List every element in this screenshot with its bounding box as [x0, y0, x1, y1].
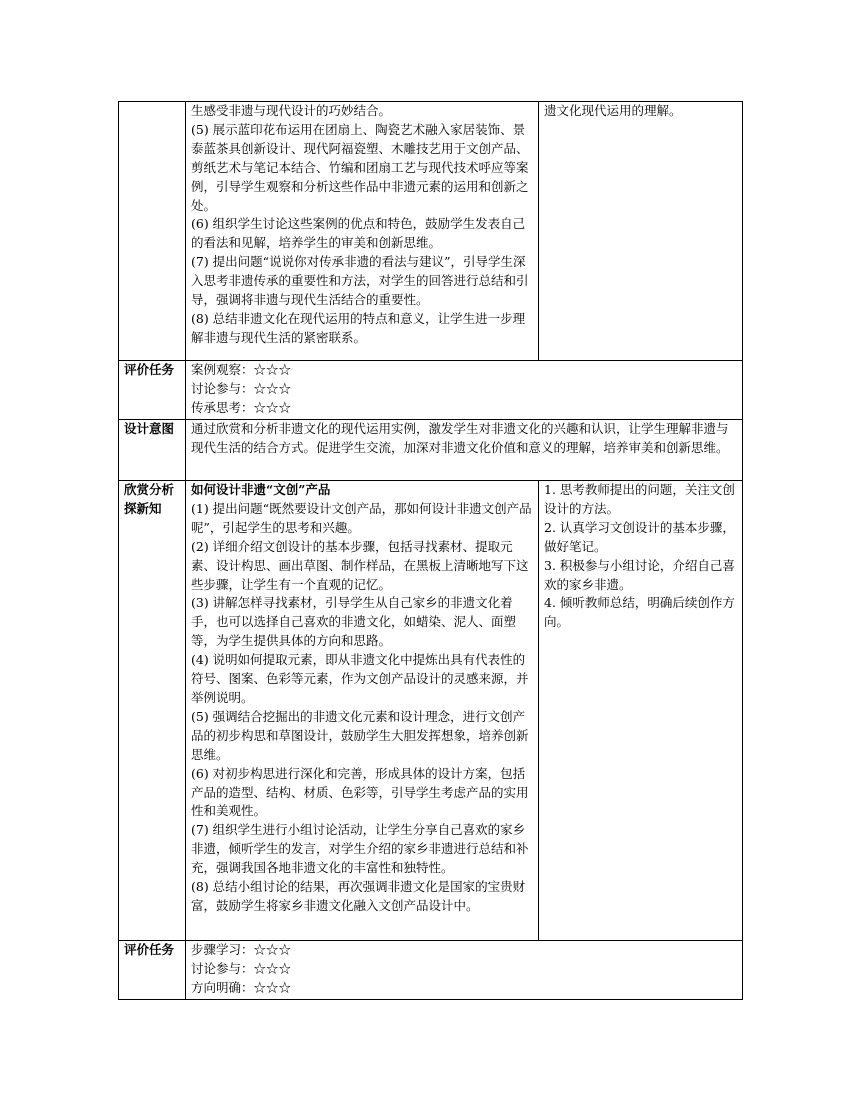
activity-text: 生感受非遗与现代设计的巧妙结合。 [191, 103, 392, 118]
student-activity-cell [539, 102, 743, 361]
student-step: 1. 思考教师提出的问题，关注文创设计的方法。 [544, 482, 735, 516]
row-label: 欣赏分析探新知 [119, 481, 186, 941]
activity-step: (1) 提出问题“既然要设计文创产品，那如何设计非遗文创产品呢”，引起学生的思考和兴趣。 [191, 500, 532, 535]
activity-row-continued [119, 102, 743, 361]
activity-step: (5) 强调结合挖掘出的非遗文化元素和设计理念，进行文创产品的初步构思和草图设计，鼓励学生大胆发挥想象，培养创新思维。 [191, 708, 529, 762]
activity-step: (8) 总结非遗文化在现代运用的特点和意义，让学生进一步理解非遗与现代生活的紧密联系。 [191, 310, 526, 345]
explore-row [119, 481, 743, 941]
evaluation-item: 传承思考：☆☆☆ [191, 399, 292, 415]
activity-step: (3) 讲解怎样寻找素材，引导学生从自己家乡的非遗文化着手，也可以选择自己喜欢的非遗文化，如蜡染、泥人、面塑等，为学生提供具体的方向和思路。 [191, 595, 517, 649]
activity-step: (6) 对初步构思进行深化和完善，形成具体的设计方案，包括产品的造型、结构、材质、色彩等，引导学生考虑产品的实用性和美观性。 [191, 765, 529, 819]
row-label: 评价任务 [119, 941, 186, 1000]
empty-label-cell [119, 102, 186, 361]
section-title: 如何设计非遗“文创”产品 [191, 482, 331, 497]
evaluation-cell [186, 941, 743, 1000]
design-intent-cell [186, 420, 743, 481]
row-label: 评价任务 [119, 361, 186, 420]
activity-step: (5) 展示蓝印花布运用在团扇上、陶瓷艺术融入家居装饰、景泰蓝茶具创新设计、现代阿福瓷塑、木雕技艺用于文创产品、剪纸艺术与笔记本结合、竹编和团扇工艺与现代技术呼应等案例，引导学生观察和分析这些作品中非遗元素的运用和创新之处。 [191, 121, 529, 213]
design-intent-row [119, 420, 743, 481]
evaluation-row [119, 941, 743, 1000]
student-activity-cell [539, 481, 743, 941]
evaluation-row [119, 361, 743, 420]
teacher-activity-cell [186, 102, 539, 361]
lesson-plan-table [118, 101, 743, 1000]
evaluation-item: 步骤学习：☆☆☆ [191, 942, 292, 957]
row-label: 设计意图 [119, 420, 186, 481]
activity-step: (2) 详细介绍文创设计的基本步骤，包括寻找素材、提取元素、设计构思、画出草图、制作样品，在黑板上清晰地写下这些步骤，让学生有一个直观的记忆。 [191, 538, 529, 592]
evaluation-cell [186, 361, 743, 420]
activity-step: (8) 总结小组讨论的结果，再次强调非遗文化是国家的宝贵财富，鼓励学生将家乡非遗文化融入文创产品设计中。 [191, 879, 526, 913]
activity-step: (7) 组织学生进行小组讨论活动，让学生分享自己喜欢的家乡非遗，倾听学生的发言，对学生介绍的家乡非遗进行总结和补充，强调我国各地非遗文化的丰富性和独特性。 [191, 822, 529, 876]
student-step: 3. 积极参与小组讨论，介绍自己喜欢的家乡非遗。 [544, 557, 735, 592]
student-text: 遗文化现代运用的理解。 [544, 103, 682, 118]
student-step: 2. 认真学习文创设计的基本步骤，做好笔记。 [544, 519, 735, 554]
activity-step: (4) 说明如何提取元素，即从非遗文化中提炼出具有代表性的符号、图案、色彩等元素，作为文创产品设计的灵感来源，并举例说明。 [191, 652, 529, 705]
activity-step: (6) 组织学生讨论这些案例的优点和特色，鼓励学生发表自己的看法和见解，培养学生的审美和创新思维。 [191, 216, 526, 251]
evaluation-item: 讨论参与：☆☆☆ [191, 380, 292, 396]
evaluation-item: 案例观察：☆☆☆ [191, 362, 292, 377]
evaluation-item: 方向明确：☆☆☆ [191, 979, 292, 995]
evaluation-item: 讨论参与：☆☆☆ [191, 960, 292, 976]
teacher-activity-cell [186, 481, 539, 941]
design-intent-text: 通过欣赏和分析非遗文化的现代运用实例，激发学生对非遗文化的兴趣和认识，让学生理解非遗与现代生活的结合方式。促进学生交流，加深对非遗文化价值和意义的理解，培养审美和创新思维。 [191, 421, 729, 455]
activity-step: (7) 提出问题“说说你对传承非遗的看法与建议”，引导学生深入思考非遗传承的重要性和方法，对学生的回答进行总结和引导，强调将非遗与现代生活结合的重要性。 [191, 254, 529, 308]
student-step: 4. 倾听教师总结，明确后续创作方向。 [544, 595, 735, 630]
